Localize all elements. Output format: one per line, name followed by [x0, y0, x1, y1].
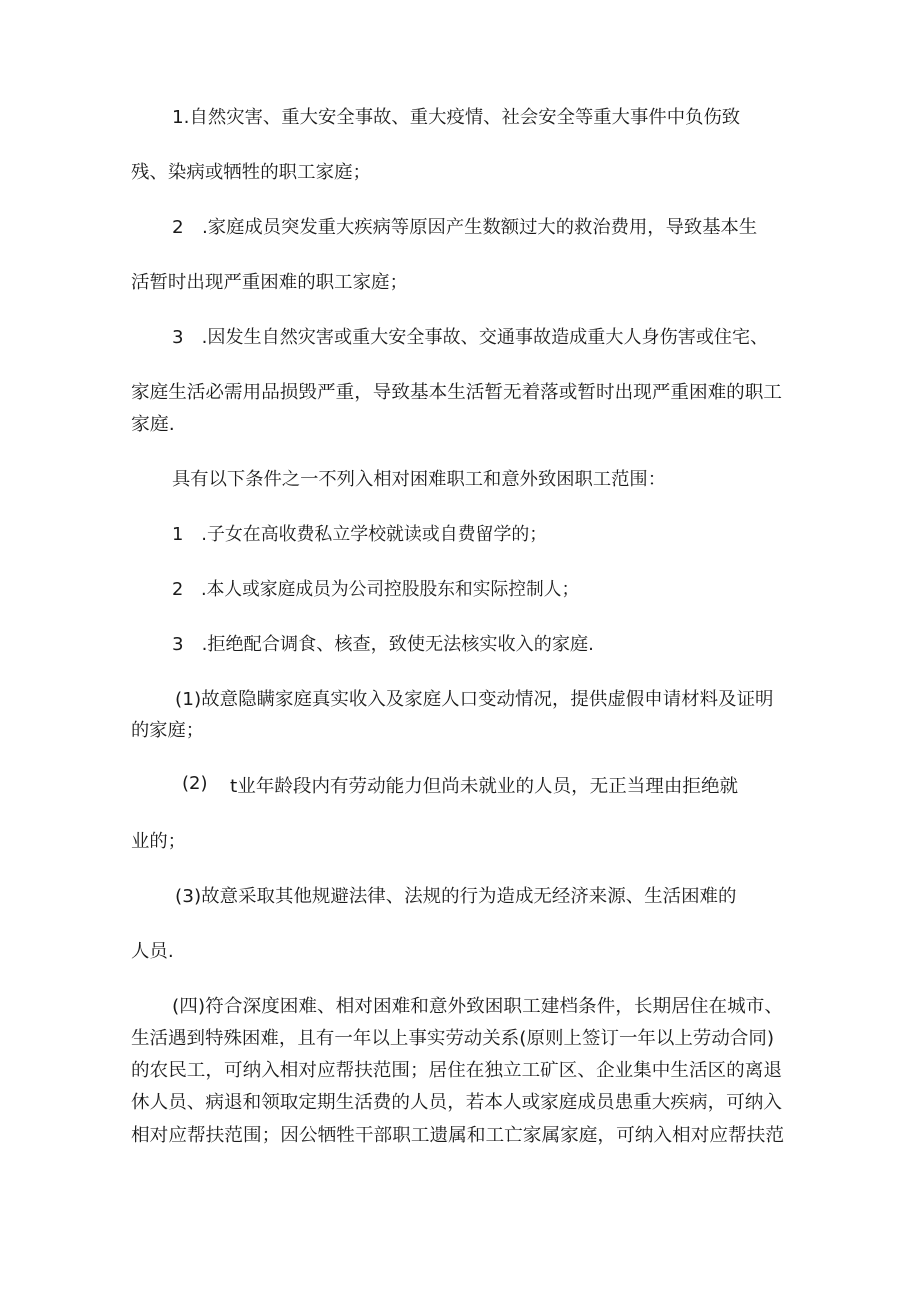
- paragraph-line: 相对应帮扶范围；因公牺牲干部职工遗属和工亡家属家庭，可纳入相对应帮扶范: [131, 1125, 784, 1146]
- paragraph-line: 2 .家庭成员突发重大疾病等原因产生数额过大的救治费用，导致基本生: [172, 217, 758, 238]
- paragraph-line: 活暂时出现严重困难的职工家庭；: [131, 272, 408, 293]
- paragraph-line: 1.自然灾害、重大安全事故、重大疫情、社会安全等重大事件中负伤致: [172, 107, 741, 128]
- paragraph-line: 家庭生活必需用品损毁严重，导致基本生活暂无着落或暂时出现严重困难的职工: [131, 382, 782, 403]
- paragraph-line: 业的；: [131, 831, 186, 852]
- paragraph-line: 3 .因发生自然灾害或重大安全事故、交通事故造成重大人身伤害或住宅、: [172, 327, 769, 348]
- paragraph-line: (四)符合深度困难、相对困难和意外致困职工建档条件，长期居住在城市、: [172, 996, 784, 1017]
- paragraph-line: 生活遇到特殊困难，且有一年以上事实劳动关系(原则上签订一年以上劳动合同): [131, 1028, 775, 1049]
- paragraph-line: 人员.: [131, 941, 174, 962]
- paragraph-line: 2 .本人或家庭成员为公司控股股东和实际控制人；: [172, 579, 580, 600]
- paragraph-line: 残、染病或牺牲的职工家庭；: [131, 162, 371, 183]
- paragraph-line: 休人员、病退和领取定期生活费的人员，若本人或家庭成员患重大疾病，可纳入: [131, 1092, 782, 1113]
- paragraph-line: (1)故意隐瞒家庭真实收入及家庭人口变动情况，提供虚假申请材料及证明: [175, 689, 774, 710]
- paragraph-line: 的家庭；: [131, 720, 205, 741]
- paragraph-line: 3 .拒绝配合调食、核查，致使无法核实收入的家庭.: [172, 634, 594, 655]
- paragraph-line: 具有以下条件之一不列入相对困难职工和意外致困职工范围：: [172, 469, 667, 490]
- paragraph-line: 1 .子女在高收费私立学校就读或自费留学的；: [172, 524, 548, 545]
- paragraph-line: t业年龄段内有劳动能力但尚未就业的人员，无正当理由拒绝就: [230, 776, 739, 797]
- paragraph-line: (3)故意采取其他规避法律、法规的行为造成无经济来源、生活困难的: [175, 886, 737, 907]
- paragraph-line: 家庭.: [131, 414, 175, 435]
- paragraph-line: (2): [182, 773, 208, 794]
- paragraph-line: 的农民工，可纳入相对应帮扶范围；居住在独立工矿区、企业集中生活区的离退: [131, 1060, 782, 1081]
